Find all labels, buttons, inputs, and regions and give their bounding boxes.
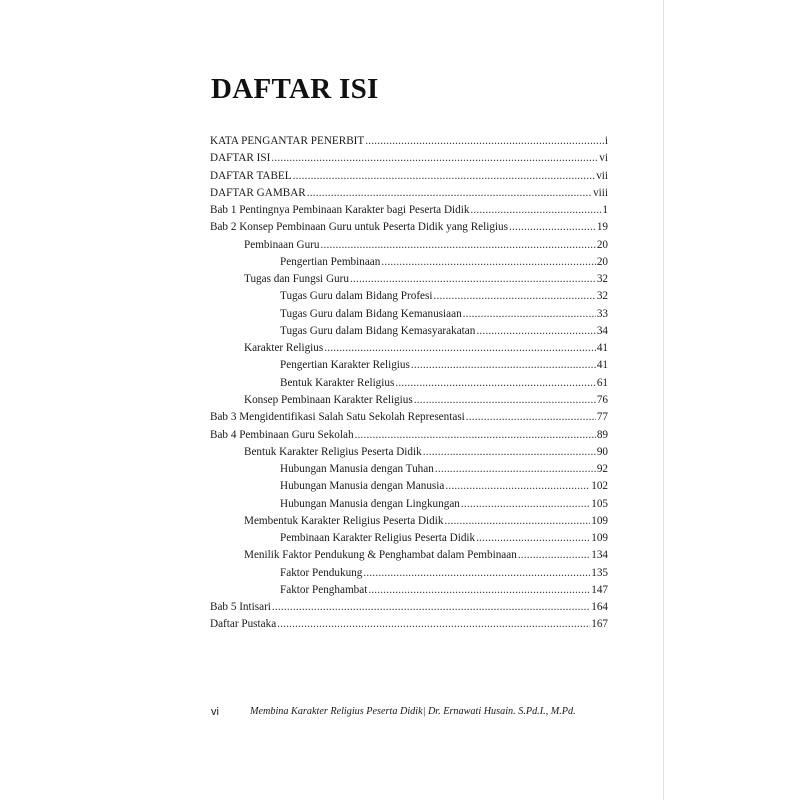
toc-entry-page-number: 109 (591, 514, 608, 527)
toc-entry-title: Pengertian Karakter Religius (280, 359, 410, 372)
toc-entry-title: Bab 3 Mengidentifikasi Salah Satu Sekolah Representasi (210, 411, 465, 424)
table-of-contents (210, 133, 608, 634)
toc-entry-title: Faktor Penghambat (280, 583, 368, 596)
toc-entry-page-number: 77 (596, 411, 608, 424)
toc-dot-leader (381, 254, 595, 271)
toc-entry (210, 185, 608, 202)
toc-dot-leader (293, 168, 596, 185)
toc-entry (210, 375, 608, 392)
toc-entry (210, 565, 608, 582)
toc-entry-page-number: 89 (596, 428, 608, 441)
toc-entry-title: Tugas dan Fungsi Guru (244, 273, 349, 286)
toc-dot-leader (433, 288, 595, 305)
toc-entry-title: Karakter Religius (244, 342, 324, 355)
footer-running-title: Membina Karakter Religius Peserta Didik| Dr. Ernawati Husain. S.Pd.I., M.Pd. (250, 706, 576, 717)
toc-entry-title: Daftar Pustaka (210, 618, 277, 631)
toc-entry-page-number: 61 (596, 376, 608, 389)
toc-entry (210, 237, 608, 254)
toc-entry-page-number: 92 (596, 463, 608, 476)
toc-entry-title: Hubungan Manusia dengan Manusia (280, 480, 445, 493)
toc-entry (210, 150, 608, 167)
toc-entry (210, 202, 608, 219)
toc-entry (210, 409, 608, 426)
toc-entry (210, 340, 608, 357)
toc-entry-title: Menilik Faktor Pendukung & Penghambat dalam Pembinaan (244, 549, 517, 562)
toc-entry (210, 478, 608, 495)
toc-dot-leader (414, 392, 596, 409)
toc-entry (210, 444, 608, 461)
toc-entry-page-number: 1 (602, 204, 608, 217)
toc-entry-page-number: 134 (591, 549, 608, 562)
toc-dot-leader (444, 513, 590, 530)
page-heading: DAFTAR ISI (211, 73, 379, 105)
toc-entry (210, 271, 608, 288)
toc-entry-page-number: vii (596, 169, 608, 182)
toc-dot-leader (411, 357, 596, 374)
toc-entry (210, 496, 608, 513)
toc-entry (210, 547, 608, 564)
toc-entry-title: DAFTAR GAMBAR (210, 186, 306, 199)
toc-entry-page-number: 105 (591, 497, 608, 510)
toc-entry-title: Membentuk Karakter Religius Peserta Didik (244, 514, 444, 527)
toc-entry-page-number: 109 (591, 532, 608, 545)
toc-entry-title: Bentuk Karakter Religius (280, 376, 395, 389)
toc-entry-page-number: 41 (596, 359, 608, 372)
toc-entry (210, 168, 608, 185)
toc-entry (210, 219, 608, 236)
toc-entry-title: Faktor Pendukung (280, 566, 363, 579)
toc-dot-leader (395, 375, 595, 392)
toc-entry-page-number: 102 (591, 480, 608, 493)
toc-dot-leader (272, 599, 590, 616)
toc-dot-leader (466, 409, 596, 426)
toc-dot-leader (445, 478, 590, 495)
toc-entry (210, 599, 608, 616)
toc-dot-leader (307, 185, 592, 202)
toc-dot-leader (277, 616, 590, 633)
toc-entry (210, 616, 608, 633)
toc-entry-title: Bab 5 Intisari (210, 601, 271, 614)
toc-entry-title: DAFTAR ISI (210, 152, 271, 165)
toc-entry (210, 461, 608, 478)
toc-entry-page-number: 164 (591, 601, 608, 614)
toc-entry-page-number: 167 (591, 618, 608, 631)
toc-entry-page-number: viii (593, 186, 608, 199)
toc-entry-page-number: 90 (596, 445, 608, 458)
toc-dot-leader (368, 582, 590, 599)
toc-entry-page-number: 41 (596, 342, 608, 355)
toc-dot-leader (271, 150, 598, 167)
toc-entry-title: Tugas Guru dalam Bidang Profesi (280, 290, 433, 303)
toc-entry (210, 582, 608, 599)
toc-entry (210, 427, 608, 444)
toc-dot-leader (509, 219, 596, 236)
toc-dot-leader (435, 461, 596, 478)
toc-dot-leader (321, 237, 596, 254)
toc-entry-title: Tugas Guru dalam Bidang Kemasyarakatan (280, 324, 476, 337)
toc-entry-page-number: 33 (596, 307, 608, 320)
toc-entry (210, 323, 608, 340)
toc-dot-leader (461, 496, 590, 513)
toc-entry-title: Tugas Guru dalam Bidang Kemanusiaan (280, 307, 462, 320)
toc-entry-page-number: 32 (596, 273, 608, 286)
toc-entry-page-number: 34 (596, 324, 608, 337)
toc-entry (210, 530, 608, 547)
toc-dot-leader (470, 202, 601, 219)
toc-dot-leader (476, 323, 595, 340)
toc-dot-leader (463, 306, 596, 323)
toc-dot-leader (476, 530, 590, 547)
toc-entry-page-number: i (604, 135, 608, 147)
toc-entry-title: Pembinaan Karakter Religius Peserta Didik (280, 532, 476, 545)
footer-page-number: vi (211, 706, 219, 718)
page-edge-divider (663, 0, 664, 800)
toc-entry-title: Hubungan Manusia dengan Tuhan (280, 463, 434, 476)
toc-entry-page-number: 20 (596, 238, 608, 251)
toc-dot-leader (363, 565, 590, 582)
toc-entry-page-number: 147 (591, 583, 608, 596)
toc-entry-title: Bab 4 Pembinaan Guru Sekolah (210, 428, 354, 441)
toc-entry-title: Bentuk Karakter Religius Peserta Didik (244, 445, 422, 458)
toc-entry-title: KATA PENGANTAR PENERBIT (210, 135, 365, 147)
toc-entry (210, 357, 608, 374)
toc-dot-leader (518, 547, 590, 564)
toc-entry-page-number: 20 (596, 255, 608, 268)
toc-entry (210, 392, 608, 409)
toc-entry (210, 513, 608, 530)
toc-entry-page-number: 32 (596, 290, 608, 303)
toc-dot-leader (423, 444, 596, 461)
toc-entry (210, 254, 608, 271)
toc-entry-page-number: 135 (591, 566, 608, 579)
toc-entry-title: Pembinaan Guru (244, 238, 320, 251)
toc-dot-leader (365, 133, 604, 150)
toc-entry-title: Pengertian Pembinaan (280, 255, 381, 268)
toc-entry-page-number: 76 (596, 393, 608, 406)
toc-entry-title: DAFTAR TABEL (210, 169, 292, 182)
toc-entry-title: Konsep Pembinaan Karakter Religius (244, 393, 413, 406)
toc-entry-title: Bab 2 Konsep Pembinaan Guru untuk Peserta Didik yang Religius (210, 221, 508, 234)
toc-entry-title: Bab 1 Pentingnya Pembinaan Karakter bagi Peserta Didik (210, 204, 470, 217)
toc-entry (210, 306, 608, 323)
toc-entry-title: Hubungan Manusia dengan Lingkungan (280, 497, 460, 510)
toc-entry (210, 133, 608, 150)
toc-entry-page-number: vi (599, 152, 608, 165)
toc-entry-page-number: 19 (596, 221, 608, 234)
toc-dot-leader (355, 427, 596, 444)
toc-entry (210, 288, 608, 305)
toc-dot-leader (324, 340, 596, 357)
toc-dot-leader (350, 271, 596, 288)
